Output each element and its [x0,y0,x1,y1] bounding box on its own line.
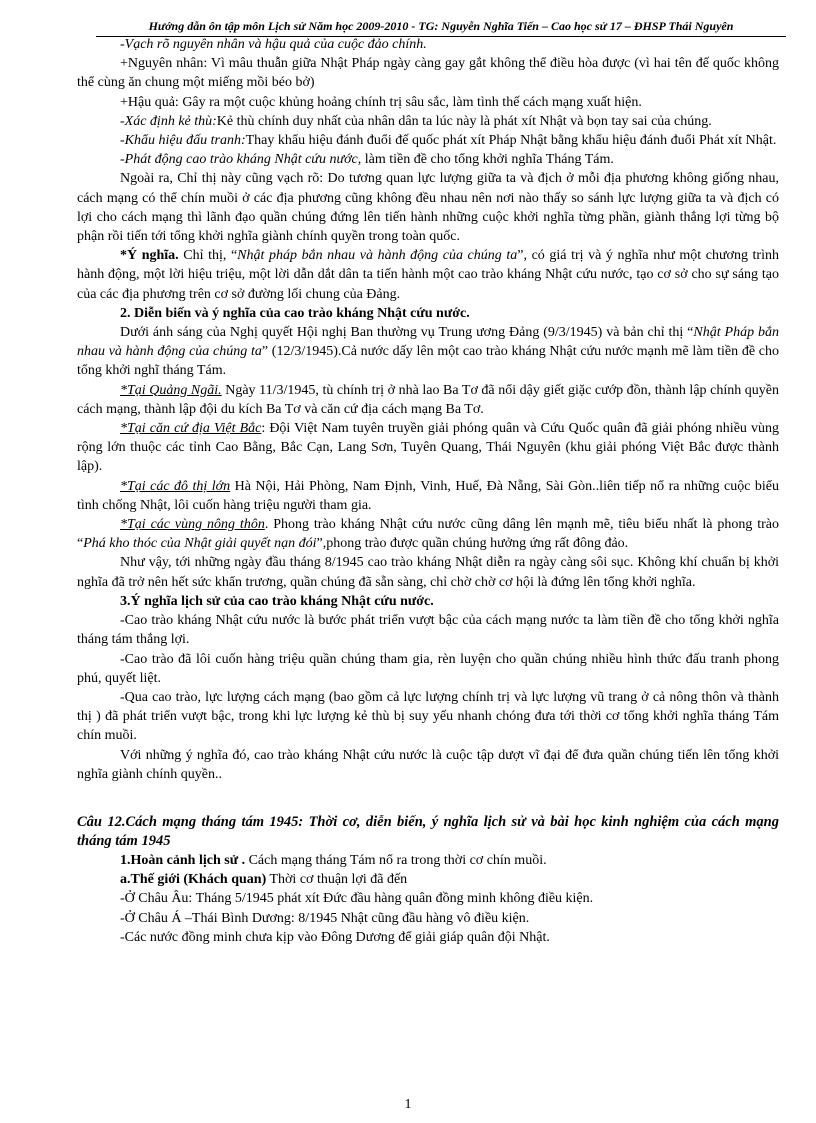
section-heading: 3.Ý nghĩa lịch sử của cao trào kháng Nhật cứu nước. [120,593,434,609]
paragraph: -Xác định kẻ thù:Kẻ thù chính duy nhất của nhân dân ta lúc này là phát xít Nhật và bọn tay sai của chúng. [120,113,712,129]
paragraph: *Tại Quảng Ngãi. Ngày 11/3/1945, tù chính trị ở nhà lao Ba Tơ đã nổi dậy giết giặc cướp đồn, thành lập chính quyền cách mạng, thành lập đội du kích Ba Tơ và căn cứ địa cách mạng Ba Tơ. [77,382,779,417]
paragraph: -Phát động cao trào kháng Nhật cứu nước, làm tiền đề cho tổng khởi nghĩa Tháng Tám. [120,152,614,168]
question-heading: Câu 12.Cách mạng tháng tám 1945: Thời cơ, diễn biến, ý nghĩa lịch sử và bài học kinh nghiệm của cách mạng tháng tám 1945 [77,813,779,849]
paragraph: +Hậu quả: Gây ra một cuộc khủng hoảng chính trị sâu sắc, làm tình thế cách mạng xuất hiện. [120,94,642,110]
paragraph: +Nguyên nhân: Vì mâu thuẫn giữa Nhật Pháp ngày càng gay gắt không thể điều hòa được (vì hai tên đế quốc không thể cùng ăn chung một miếng mồi béo bở) [77,56,779,91]
paragraph: Với những ý nghĩa đó, cao trào kháng Nhật cứu nước là cuộc tập dượt vĩ đại để đưa quần chúng tiến lên tổng khởi nghĩa giành chính quyền.. [77,747,779,782]
paragraph: -Qua cao trào, lực lượng cách mạng (bao gồm cả lực lượng chính trị và lực lượng vũ trang ở cả nông thôn và thành thị ) đã phát triển vượt bậc, trong khi lực lượng kẻ thù bị suy yếu nhanh chóng đưa tới thời cơ tổng khởi nghĩa tháng Tám chín muồi. [77,689,779,744]
paragraph: -Cao trào đã lôi cuốn hàng triệu quần chúng tham gia, rèn luyện cho quần chúng nhiều hình thức đấu tranh phong phú, quyết liệt. [77,651,779,686]
spacer [77,784,779,813]
page-header: Hướng dẫn ôn tập môn Lịch sử Năm học 2009-2010 - TG: Nguyễn Nghĩa Tiến – Cao học sử 17 – ĐHSP Thái Nguyên [96,19,786,37]
paragraph: *Ý nghĩa. Chỉ thị, “Nhật pháp bắn nhau và hành động của chúng ta”, có giá trị và ý nghĩa như một chương trình hành động, một lời hiệu triệu, một lời dẫn dắt dân ta tiến hành một cao trào kháng Nhật cứu nước, tạo cơ sở cho sự sáng tạo của các địa phương trên cơ sở đường lối chung của Đảng. [77,248,779,302]
paragraph: Dưới ánh sáng của Nghị quyết Hội nghị Ban thường vụ Trung ương Đảng (9/3/1945) và bản chỉ thị “Nhật Pháp bắn nhau và hành động của chúng ta” (12/3/1945).Cả nước dấy lên một cao trào kháng Nhật cứu nước mạnh mẽ làm tiền đề cho tổng khởi nghĩ tháng Tám. [77,325,780,379]
paragraph: *Tại các đô thị lớn Hà Nội, Hải Phòng, Nam Định, Vinh, Huế, Đà Nẵng, Sài Gòn..liên tiếp nổ ra những cuộc biểu tình chống Nhật, lôi cuốn hàng triệu người tham gia. [77,478,779,513]
paragraph: -Khẩu hiệu đấu tranh:Thay khẩu hiệu đánh đuổi đế quốc phát xít Pháp Nhật bằng khẩu hiệu đánh đuổi Phát xít Nhật. [120,133,777,149]
page-number: 1 [404,1097,412,1112]
paragraph: -Vạch rõ nguyên nhân và hậu quả của cuộc đảo chính. [120,37,427,52]
section-heading: 2. Diễn biến và ý nghĩa của cao trào kháng Nhật cứu nước. [120,305,470,321]
paragraph: -Cao trào kháng Nhật cứu nước là bước phát triển vượt bậc của cách mạng nước ta làm tiền đề cho tổng khởi nghĩa tháng tám thắng lợi. [77,613,779,648]
paragraph: *Tại căn cứ địa Việt Bắc: Đội Việt Nam tuyên truyền giải phóng quân và Cứu Quốc quân đã giải phóng nhiều vùng rộng lớn thuộc các tỉnh Cao Bằng, Bắc Cạn, Lang Sơn, Tuyên Quang, Thái Nguyên (khu giải phóng Việt Bắc được thành lập). [77,421,779,475]
paragraph: Như vậy, tới những ngày đầu tháng 8/1945 cao trào kháng Nhật diễn ra ngày càng sôi sục. Không khí chuẩn bị khởi nghĩa đã trở nên hết sức khẩn trương, quần chúng đã sẵn sàng, chỉ chờ chờ cơ hội là đứng lên tổng khởi nghĩa. [77,555,779,590]
list-item: -Ở Châu Âu: Tháng 5/1945 phát xít Đức đầu hàng quân đồng minh không điều kiện. [120,891,594,907]
list-item: -Ở Châu Á –Thái Bình Dương: 8/1945 Nhật cũng đầu hàng vô điều kiện. [120,910,530,926]
paragraph: *Tại các vùng nông thôn. Phong trào kháng Nhật cứu nước cũng dâng lên mạnh mẽ, tiêu biểu nhất là phong trào “Phá kho thóc của Nhật giải quyết nạn đói”,phong trào được quần chúng hưởng ứng rất đông đảo. [77,517,779,552]
paragraph: a.Thế giới (Khách quan) Thời cơ thuận lợi đã đến [120,872,408,888]
document-body [77,35,779,947]
paragraph: Ngoài ra, Chỉ thị này cũng vạch rõ: Do tương quan lực lượng giữa ta và địch ở mỗi địa phương không giống nhau, cách mạng có thể chín muồi ở các địa phương cũng không đều nhau nên nơi nào thấy so sánh lực lượng giữa ta và địch có lợi cho cách mạng thì lãnh đạo quần chúng đứng lên tiến hành những cuộc khởi nghĩa từng phần, giành thắng lợi từng bộ phận rồi tiến tới tổng khởi nghĩa giành chính quyền trong toàn quốc. [77,171,779,245]
paragraph: 1.Hoàn cảnh lịch sử . Cách mạng tháng Tám nổ ra trong thời cơ chín muồi. [120,852,547,868]
list-item: -Các nước đồng minh chưa kịp vào Đông Dương để giải giáp quân đội Nhật. [120,929,550,945]
